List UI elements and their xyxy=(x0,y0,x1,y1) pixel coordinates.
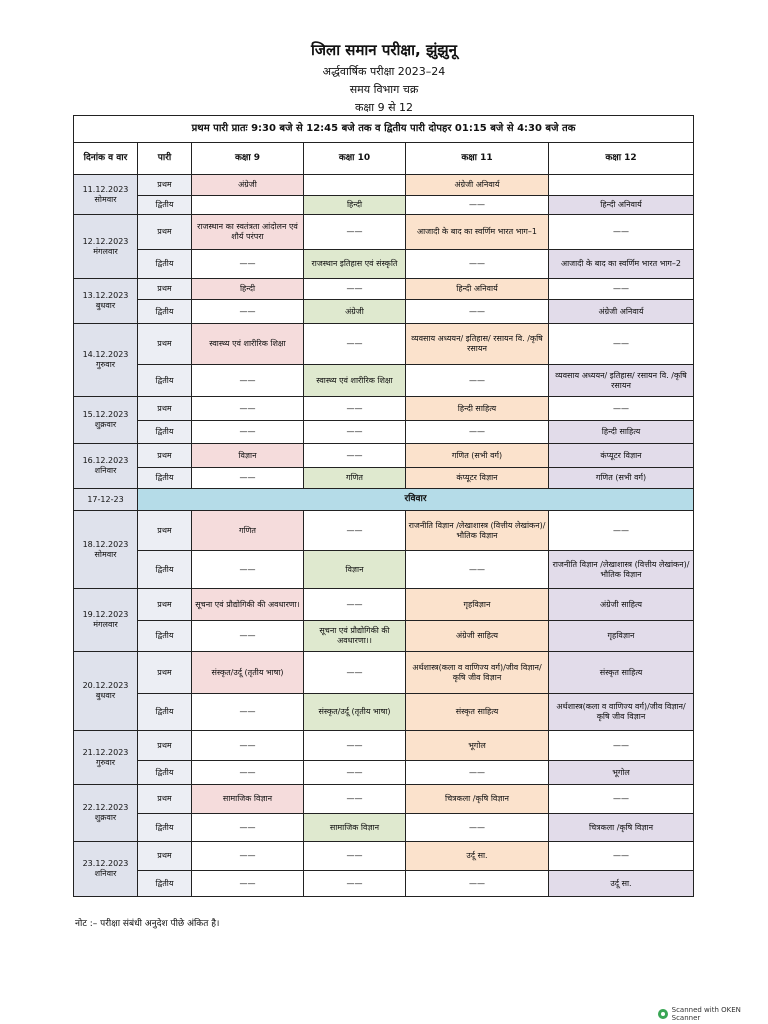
subject-cell-class-11: —— xyxy=(406,300,549,324)
table-row xyxy=(74,589,694,621)
table-row xyxy=(74,785,694,814)
shift-cell: द्वितीय xyxy=(138,468,192,489)
subject-cell-class-12: कंप्यूटर विज्ञान xyxy=(549,444,694,468)
subject-cell-class-12: अर्थशास्त्र(कला व वाणिज्य वर्ग)/जीव विज्ञान/कृषि जीव विज्ञान xyxy=(549,694,694,731)
shift-cell: प्रथम xyxy=(138,279,192,300)
subject-cell-class-9: —— xyxy=(192,621,304,652)
subject-cell-class-11: हिन्दी अनिवार्य xyxy=(406,279,549,300)
subject-cell-class-12: अंग्रेजी अनिवार्य xyxy=(549,300,694,324)
table-row xyxy=(74,175,694,196)
shift-cell: प्रथम xyxy=(138,324,192,365)
subject-cell-class-9: —— xyxy=(192,397,304,421)
subject-cell-class-12: —— xyxy=(549,785,694,814)
subject-cell-class-11: अर्थशास्त्र(कला व वाणिज्य वर्ग)/जीव विज्ञान/कृषि जीव विज्ञान xyxy=(406,652,549,694)
subject-cell-class-12: —— xyxy=(549,397,694,421)
table-row xyxy=(74,871,694,897)
subject-cell-class-10: —— xyxy=(304,511,406,551)
table-row xyxy=(74,215,694,250)
table-row xyxy=(74,694,694,731)
subject-cell-class-10: संस्कृत/उर्दू (तृतीय भाषा) xyxy=(304,694,406,731)
date-cell xyxy=(74,785,138,842)
subject-cell-class-9: —— xyxy=(192,551,304,589)
table-row xyxy=(74,365,694,397)
date-value: 22.12.2023 xyxy=(82,803,129,812)
table-row xyxy=(74,551,694,589)
exam-schedule-table xyxy=(73,115,694,897)
subject-cell-class-9: सूचना एवं प्रौद्योगिकी की अवधारणा। xyxy=(192,589,304,621)
subject-cell-class-11: चित्रकला /कृषि विज्ञान xyxy=(406,785,549,814)
shift-cell: प्रथम xyxy=(138,444,192,468)
footer-note: नोट :– परीक्षा संबंधी अनुदेश पीछे अंकित है। xyxy=(75,919,220,929)
subject-cell-class-12: —— xyxy=(549,215,694,250)
date-value: 16.12.2023 xyxy=(82,456,129,465)
subject-cell-class-9: —— xyxy=(192,250,304,279)
weekday-value: शुक्रवार xyxy=(94,813,117,822)
subject-cell-class-9: सामाजिक विज्ञान xyxy=(192,785,304,814)
shift-cell: द्वितीय xyxy=(138,871,192,897)
subject-cell-class-9: —— xyxy=(192,842,304,871)
subject-cell-class-9: संस्कृत/उर्दू (तृतीय भाषा) xyxy=(192,652,304,694)
sunday-date: 17-12-23 xyxy=(74,489,138,511)
date-cell xyxy=(74,589,138,652)
shift-cell: द्वितीय xyxy=(138,196,192,215)
date-cell xyxy=(74,444,138,489)
weekday-value: मंगलवार xyxy=(93,246,118,256)
shift-cell: प्रथम xyxy=(138,397,192,421)
col-header-class-11: कक्षा 11 xyxy=(406,143,549,175)
subject-cell-class-11: संस्कृत साहित्य xyxy=(406,694,549,731)
subject-cell-class-10: —— xyxy=(304,652,406,694)
subject-cell-class-12: राजनीति विज्ञान /लेखाशास्त्र (वित्तीय लेखांकन)/भौतिक विज्ञान xyxy=(549,551,694,589)
weekday-value: शनिवार xyxy=(94,869,117,878)
subject-cell-class-11: व्यवसाय अध्ययन/ इतिहास/ रसायन वि. /कृषि रसायन xyxy=(406,324,549,365)
shift-cell: प्रथम xyxy=(138,785,192,814)
col-header-date: दिनांक व वार xyxy=(74,143,138,175)
table-row xyxy=(74,279,694,300)
subject-cell-class-10 xyxy=(304,175,406,196)
table-row xyxy=(74,196,694,215)
date-value: 12.12.2023 xyxy=(82,236,129,246)
table-row xyxy=(74,761,694,785)
col-header-class-12: कक्षा 12 xyxy=(549,143,694,175)
date-value: 14.12.2023 xyxy=(82,350,129,359)
subject-cell-class-10: —— xyxy=(304,397,406,421)
table-row xyxy=(74,652,694,694)
subject-cell-class-10: विज्ञान xyxy=(304,551,406,589)
subject-cell-class-11: —— xyxy=(406,551,549,589)
date-value: 19.12.2023 xyxy=(82,610,129,619)
subject-cell-class-10: —— xyxy=(304,871,406,897)
date-cell xyxy=(74,324,138,397)
subject-cell-class-10: गणित xyxy=(304,468,406,489)
subject-cell-class-12: उर्दू सा. xyxy=(549,871,694,897)
class-range: कक्षा 9 से 12 xyxy=(354,101,414,114)
shift-cell: द्वितीय xyxy=(138,694,192,731)
subject-cell-class-11: गणित (सभी वर्ग) xyxy=(406,444,549,468)
date-value: 15.12.2023 xyxy=(82,410,129,419)
shift-cell: द्वितीय xyxy=(138,421,192,444)
subject-cell-class-10: सामाजिक विज्ञान xyxy=(304,814,406,842)
subject-cell-class-9: स्वास्थ्य एवं शारीरिक शिक्षा xyxy=(192,324,304,365)
weekday-value: बुधवार xyxy=(95,691,116,700)
weekday-value: शनिवार xyxy=(94,466,117,475)
subject-cell-class-12: —— xyxy=(549,731,694,761)
table-row xyxy=(74,511,694,551)
shift-cell: द्वितीय xyxy=(138,365,192,397)
subject-cell-class-12: चित्रकला /कृषि विज्ञान xyxy=(549,814,694,842)
subject-cell-class-9: —— xyxy=(192,421,304,444)
weekday-value: शुक्रवार xyxy=(94,420,117,429)
shift-cell: द्वितीय xyxy=(138,761,192,785)
shift-cell: प्रथम xyxy=(138,215,192,250)
subject-cell-class-9: अंग्रेजी xyxy=(192,175,304,196)
subject-cell-class-11: —— xyxy=(406,250,549,279)
subject-cell-class-12: —— xyxy=(549,324,694,365)
weekday-value: गुरुवार xyxy=(95,757,116,767)
subject-cell-class-9: —— xyxy=(192,814,304,842)
shift-cell: प्रथम xyxy=(138,731,192,761)
date-cell xyxy=(74,842,138,897)
subject-cell-class-10: राजस्थान इतिहास एवं संस्कृति xyxy=(304,250,406,279)
shift-cell: द्वितीय xyxy=(138,250,192,279)
subject-cell-class-9: —— xyxy=(192,871,304,897)
subject-cell-class-11: —— xyxy=(406,196,549,215)
date-cell xyxy=(74,215,138,279)
date-value: 23.12.2023 xyxy=(82,859,129,868)
table-row xyxy=(74,397,694,421)
shift-cell: प्रथम xyxy=(138,652,192,694)
subject-cell-class-9 xyxy=(192,196,304,215)
date-cell xyxy=(74,652,138,731)
shift-cell: प्रथम xyxy=(138,842,192,871)
shift-cell: द्वितीय xyxy=(138,814,192,842)
scanner-watermark xyxy=(658,1006,768,1022)
subject-cell-class-11: कंप्यूटर विज्ञान xyxy=(406,468,549,489)
shift-cell: प्रथम xyxy=(138,589,192,621)
subject-cell-class-11: उर्दू सा. xyxy=(406,842,549,871)
subject-cell-class-12: हिन्दी साहित्य xyxy=(549,421,694,444)
subject-cell-class-12: —— xyxy=(549,842,694,871)
subject-cell-class-10: —— xyxy=(304,785,406,814)
table-row xyxy=(74,814,694,842)
shift-cell: द्वितीय xyxy=(138,551,192,589)
weekday-value: सोमवार xyxy=(94,194,117,204)
table-row xyxy=(74,421,694,444)
subject-cell-class-11: भूगोल xyxy=(406,731,549,761)
weekday-value: बुधवार xyxy=(95,301,116,310)
date-value: 18.12.2023 xyxy=(82,539,129,549)
table-row xyxy=(74,300,694,324)
date-cell xyxy=(74,731,138,785)
subject-cell-class-10: —— xyxy=(304,324,406,365)
col-header-class-10: कक्षा 10 xyxy=(304,143,406,175)
table-row xyxy=(74,842,694,871)
subject-cell-class-12: व्यवसाय अध्ययन/ इतिहास/ रसायन वि. /कृषि रसायन xyxy=(549,365,694,397)
subject-cell-class-12: —— xyxy=(549,511,694,551)
subject-cell-class-10: हिन्दी xyxy=(304,196,406,215)
subject-cell-class-11: गृहविज्ञान xyxy=(406,589,549,621)
table-row xyxy=(74,468,694,489)
subject-cell-class-11: राजनीति विज्ञान /लेखाशास्त्र (वित्तीय लेखांकन)/भौतिक विज्ञान xyxy=(406,511,549,551)
subject-cell-class-9: राजस्थान का स्वतंत्रता आंदोलन एवं शौर्य परंपरा xyxy=(192,215,304,250)
subject-cell-class-11: आजादी के बाद का स्वर्णिम भारत भाग–1 xyxy=(406,215,549,250)
subject-cell-class-11: —— xyxy=(406,365,549,397)
subject-cell-class-9: —— xyxy=(192,468,304,489)
timing-banner: प्रथम पारी प्रातः 9:30 बजे से 12:45 बजे तक व द्वितीय पारी दोपहर 01:15 बजे से 4:30 बजे तक xyxy=(74,116,694,143)
weekday-value: सोमवार xyxy=(94,549,117,559)
subject-cell-class-12: गृहविज्ञान xyxy=(549,621,694,652)
subject-cell-class-11: —— xyxy=(406,421,549,444)
subject-cell-class-11: अंग्रेजी साहित्य xyxy=(406,621,549,652)
date-cell xyxy=(74,511,138,589)
subject-cell-class-12: गणित (सभी वर्ग) xyxy=(549,468,694,489)
table-row xyxy=(74,250,694,279)
subject-cell-class-12: —— xyxy=(549,279,694,300)
subject-cell-class-12: अंग्रेजी साहित्य xyxy=(549,589,694,621)
scanner-text: Scanned with OKEN Scanner xyxy=(671,1006,741,1022)
date-value: 20.12.2023 xyxy=(82,681,129,690)
subject-cell-class-12: भूगोल xyxy=(549,761,694,785)
subject-cell-class-10: —— xyxy=(304,421,406,444)
sunday-row xyxy=(74,489,694,511)
subject-cell-class-9: विज्ञान xyxy=(192,444,304,468)
table-row xyxy=(74,621,694,652)
weekday-value: गुरुवार xyxy=(95,360,116,369)
subject-cell-class-9: —— xyxy=(192,300,304,324)
scanner-logo-icon xyxy=(658,1009,668,1019)
subject-cell-class-10: —— xyxy=(304,731,406,761)
subject-cell-class-10: —— xyxy=(304,279,406,300)
exam-subtitle: अर्द्धवार्षिक परीक्षा 2023–24 xyxy=(322,65,446,78)
shift-cell: द्वितीय xyxy=(138,621,192,652)
subject-cell-class-10: —— xyxy=(304,761,406,785)
date-cell xyxy=(74,397,138,444)
table-row xyxy=(74,731,694,761)
subject-cell-class-10: स्वास्थ्य एवं शारीरिक शिक्षा xyxy=(304,365,406,397)
subject-cell-class-11: अंग्रेजी अनिवार्य xyxy=(406,175,549,196)
schedule-label: समय विभाग चक्र xyxy=(349,83,419,96)
date-cell xyxy=(74,175,138,215)
subject-cell-class-9: —— xyxy=(192,365,304,397)
subject-cell-class-12: हिन्दी अनिवार्य xyxy=(549,196,694,215)
subject-cell-class-10: सूचना एवं प्रौद्योगिकी की अवधारणा।। xyxy=(304,621,406,652)
date-cell xyxy=(74,279,138,324)
date-value: 13.12.2023 xyxy=(82,291,129,300)
subject-cell-class-9: —— xyxy=(192,761,304,785)
subject-cell-class-10: —— xyxy=(304,589,406,621)
subject-cell-class-11: —— xyxy=(406,761,549,785)
date-value: 11.12.2023 xyxy=(82,184,129,194)
subject-cell-class-11: हिन्दी साहित्य xyxy=(406,397,549,421)
subject-cell-class-10: —— xyxy=(304,444,406,468)
subject-cell-class-12: आजादी के बाद का स्वर्णिम भारत भाग–2 xyxy=(549,250,694,279)
shift-cell: प्रथम xyxy=(138,175,192,196)
document-title: जिला समान परीक्षा, झुंझुनू xyxy=(311,41,457,59)
sunday-label: रविवार xyxy=(138,489,694,511)
subject-cell-class-12: संस्कृत साहित्य xyxy=(549,652,694,694)
column-header-row xyxy=(74,143,694,175)
subject-cell-class-9: —— xyxy=(192,694,304,731)
table-row xyxy=(74,444,694,468)
subject-cell-class-9: हिन्दी xyxy=(192,279,304,300)
weekday-value: मंगलवार xyxy=(93,620,118,629)
col-header-shift: पारी xyxy=(138,143,192,175)
subject-cell-class-12 xyxy=(549,175,694,196)
subject-cell-class-9: —— xyxy=(192,731,304,761)
date-value: 21.12.2023 xyxy=(82,747,129,757)
col-header-class-9: कक्षा 9 xyxy=(192,143,304,175)
subject-cell-class-11: —— xyxy=(406,871,549,897)
subject-cell-class-10: अंग्रेजी xyxy=(304,300,406,324)
subject-cell-class-10: —— xyxy=(304,842,406,871)
subject-cell-class-11: —— xyxy=(406,814,549,842)
shift-cell: द्वितीय xyxy=(138,300,192,324)
subject-cell-class-10: —— xyxy=(304,215,406,250)
shift-cell: प्रथम xyxy=(138,511,192,551)
subject-cell-class-9: गणित xyxy=(192,511,304,551)
table-row xyxy=(74,324,694,365)
